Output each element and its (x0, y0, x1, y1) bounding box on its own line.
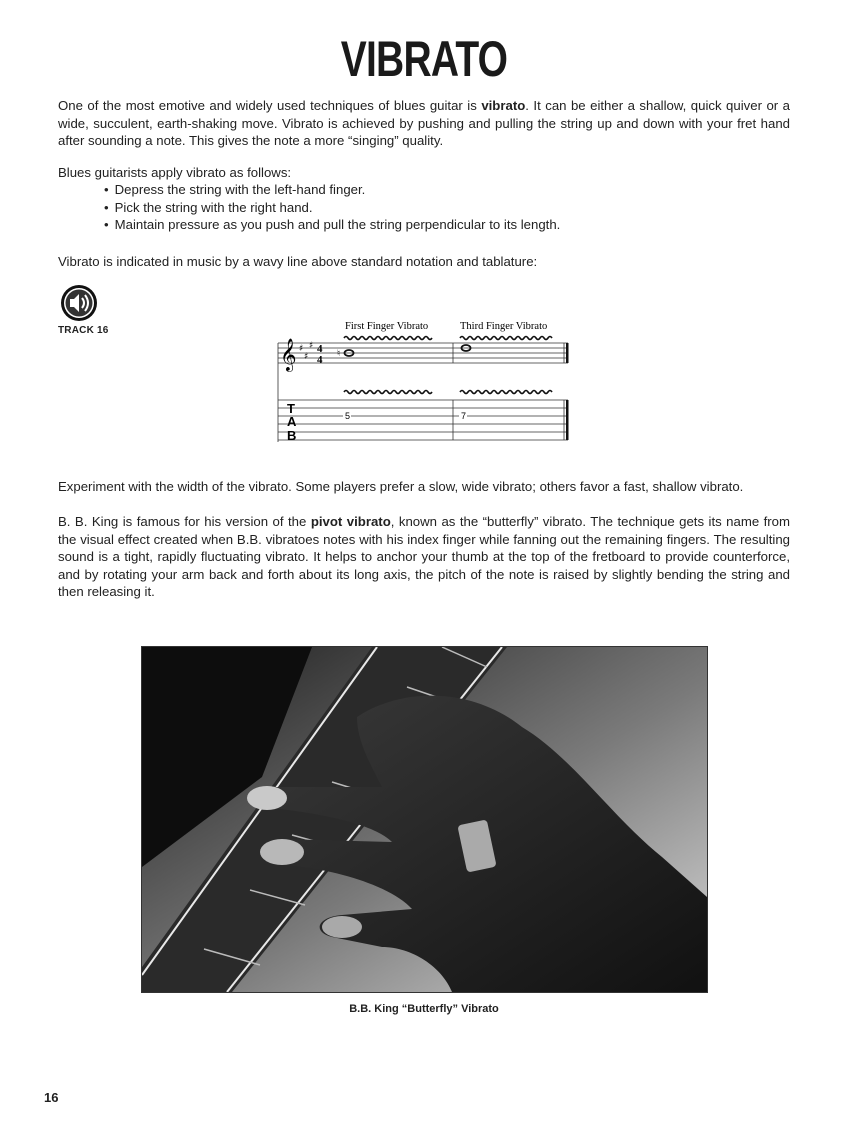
tab-fret-2: 7 (461, 411, 467, 421)
bbking-bold-term: pivot vibrato (310, 514, 391, 529)
bbking-text-start: B. B. King is famous for his version of the (58, 514, 311, 529)
page-title: VIBRATO (340, 31, 508, 87)
vibrato-line-staff-1 (344, 337, 432, 340)
tab-fret-1: 5 (345, 411, 351, 421)
list-item: • Depress the string with the left-hand finger. (104, 181, 560, 199)
steps-lead: Blues guitarists apply vibrato as follows: (58, 165, 292, 180)
bbking-paragraph (58, 513, 790, 601)
list-item: • Maintain pressure as you push and pull the string perpendicular to its length. (104, 216, 560, 234)
indication-text: Vibrato is indicated in music by a wavy line above standard notation and tablature: (58, 254, 538, 269)
speaker-icon[interactable] (60, 284, 98, 322)
steps-list (104, 181, 560, 234)
list-item: • Pick the string with the right hand. (104, 199, 560, 217)
photo-caption: B.B. King “Butterfly” Vibrato (349, 1003, 499, 1015)
tab-letter-a: A (287, 414, 297, 429)
measure2-label: Third Finger Vibrato (460, 321, 548, 332)
treble-clef-icon: 𝄞 (280, 338, 297, 371)
natural-icon: ♮ (337, 349, 341, 359)
vibrato-line-tab-2 (460, 391, 552, 394)
intro-bold-term: vibrato (481, 98, 526, 113)
time-sig-bottom: 4 (317, 354, 323, 366)
experiment-paragraph: Experiment with the width of the vibrato. Some players prefer a slow, wide vibrato; others favor a fast, shallow vibrato. (58, 479, 744, 494)
intro-text-start: One of the most emotive and widely used techniques of blues guitar is (58, 98, 482, 113)
sharp-icon: ♯ (304, 352, 309, 362)
vibrato-line-tab-1 (344, 391, 432, 394)
time-sig-top: 4 (317, 343, 323, 355)
sharp-icon: ♯ (299, 344, 304, 354)
bbking-hand-photo (141, 646, 708, 993)
measure1-label: First Finger Vibrato (345, 321, 429, 332)
track-label: TRACK 16 (58, 325, 109, 336)
vibrato-notation (270, 315, 580, 450)
page-number: 16 (44, 1090, 59, 1105)
bbking-text-end: , known as the “butterfly” vibrato. The technique gets its name from the visual effect created when B.B. vibratoes notes with his index finger while fanning out the remaining fingers. The resulting sound is a tight, rapidly fluctuating vibrato. It helps to anchor your thumb at the top of the fretboard to provide counterforce, and by rotating your arm back and forth about its long axis, the pitch of the note is raised by slightly bending the string and then releasing it. (58, 514, 790, 599)
intro-text-end: . It can be either a shallow, quick quiver or a wide, succulent, earth-shaking move. Vibrato is achieved by pushing and pulling the string up and down with your fret hand after sounding a note. This gives the note a more “singing” quality. (58, 98, 790, 148)
vibrato-line-staff-2 (460, 337, 552, 340)
sharp-icon: ♯ (309, 341, 314, 351)
tab-letter-b: B (287, 428, 297, 443)
tab-staff (278, 400, 568, 440)
tab-letter-t: T (287, 401, 295, 416)
intro-paragraph (58, 97, 790, 150)
